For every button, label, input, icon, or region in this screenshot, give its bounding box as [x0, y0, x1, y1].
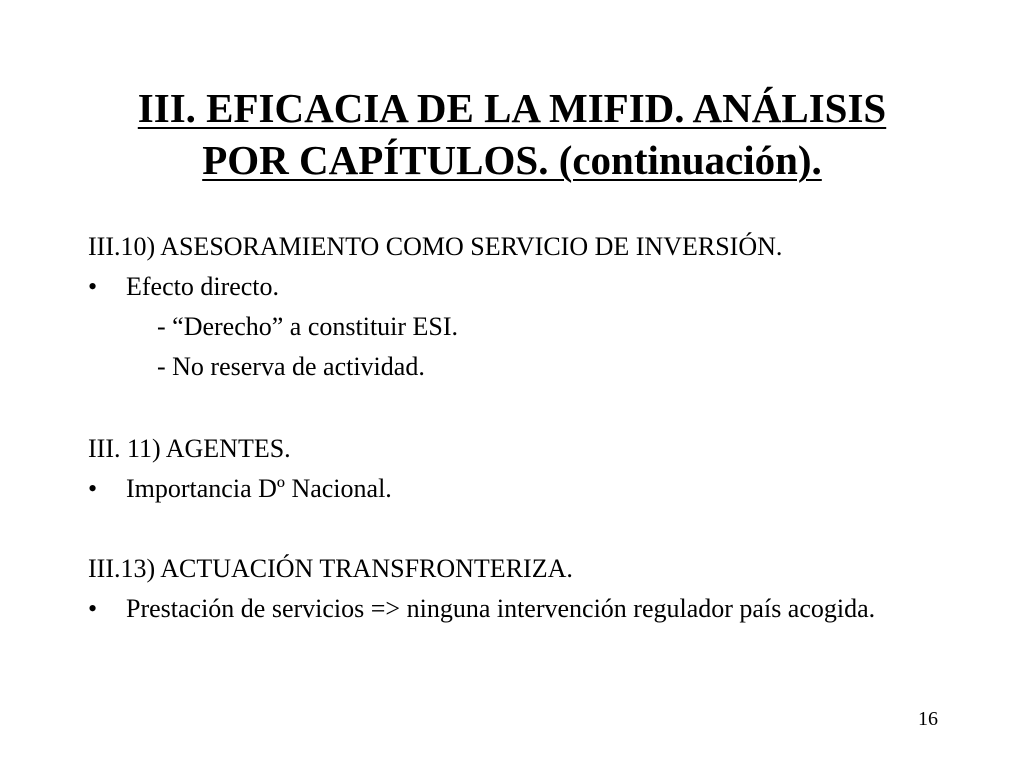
- section-heading-asesoramiento: III.10) ASESORAMIENTO COMO SERVICIO DE INVERSIÓN.: [88, 232, 783, 261]
- slide-title-line-1: III. EFICACIA DE LA MIFID. ANÁLISIS: [137, 85, 887, 131]
- bullet-item: [88, 469, 948, 509]
- bullet-icon: •: [88, 474, 98, 503]
- bullet-icon: •: [88, 272, 98, 301]
- bullet-text: Prestación de servicios => ninguna intervención regulador país acogida.: [126, 594, 876, 623]
- bullet-icon: •: [88, 594, 98, 623]
- slide-body: [88, 227, 948, 626]
- section-heading-agentes: III. 11) AGENTES.: [88, 434, 291, 463]
- slide-title-line-2: POR CAPÍTULOS. (continuación).: [202, 137, 822, 183]
- spacer: [88, 387, 948, 429]
- bullet-item: [88, 592, 948, 626]
- bullet-item: [88, 267, 948, 307]
- section-heading-transfronteriza: III.13) ACTUACIÓN TRANSFRONTERIZA.: [88, 554, 573, 583]
- page-number: 16: [918, 708, 938, 730]
- sub-item: - No reserva de actividad.: [157, 352, 425, 381]
- bullet-text: Importancia Dº Nacional.: [126, 474, 392, 503]
- sub-item: - “Derecho” a constituir ESI.: [157, 312, 459, 341]
- bullet-text: Efecto directo.: [126, 272, 280, 301]
- spacer: [88, 509, 948, 549]
- slide-title: [60, 82, 964, 186]
